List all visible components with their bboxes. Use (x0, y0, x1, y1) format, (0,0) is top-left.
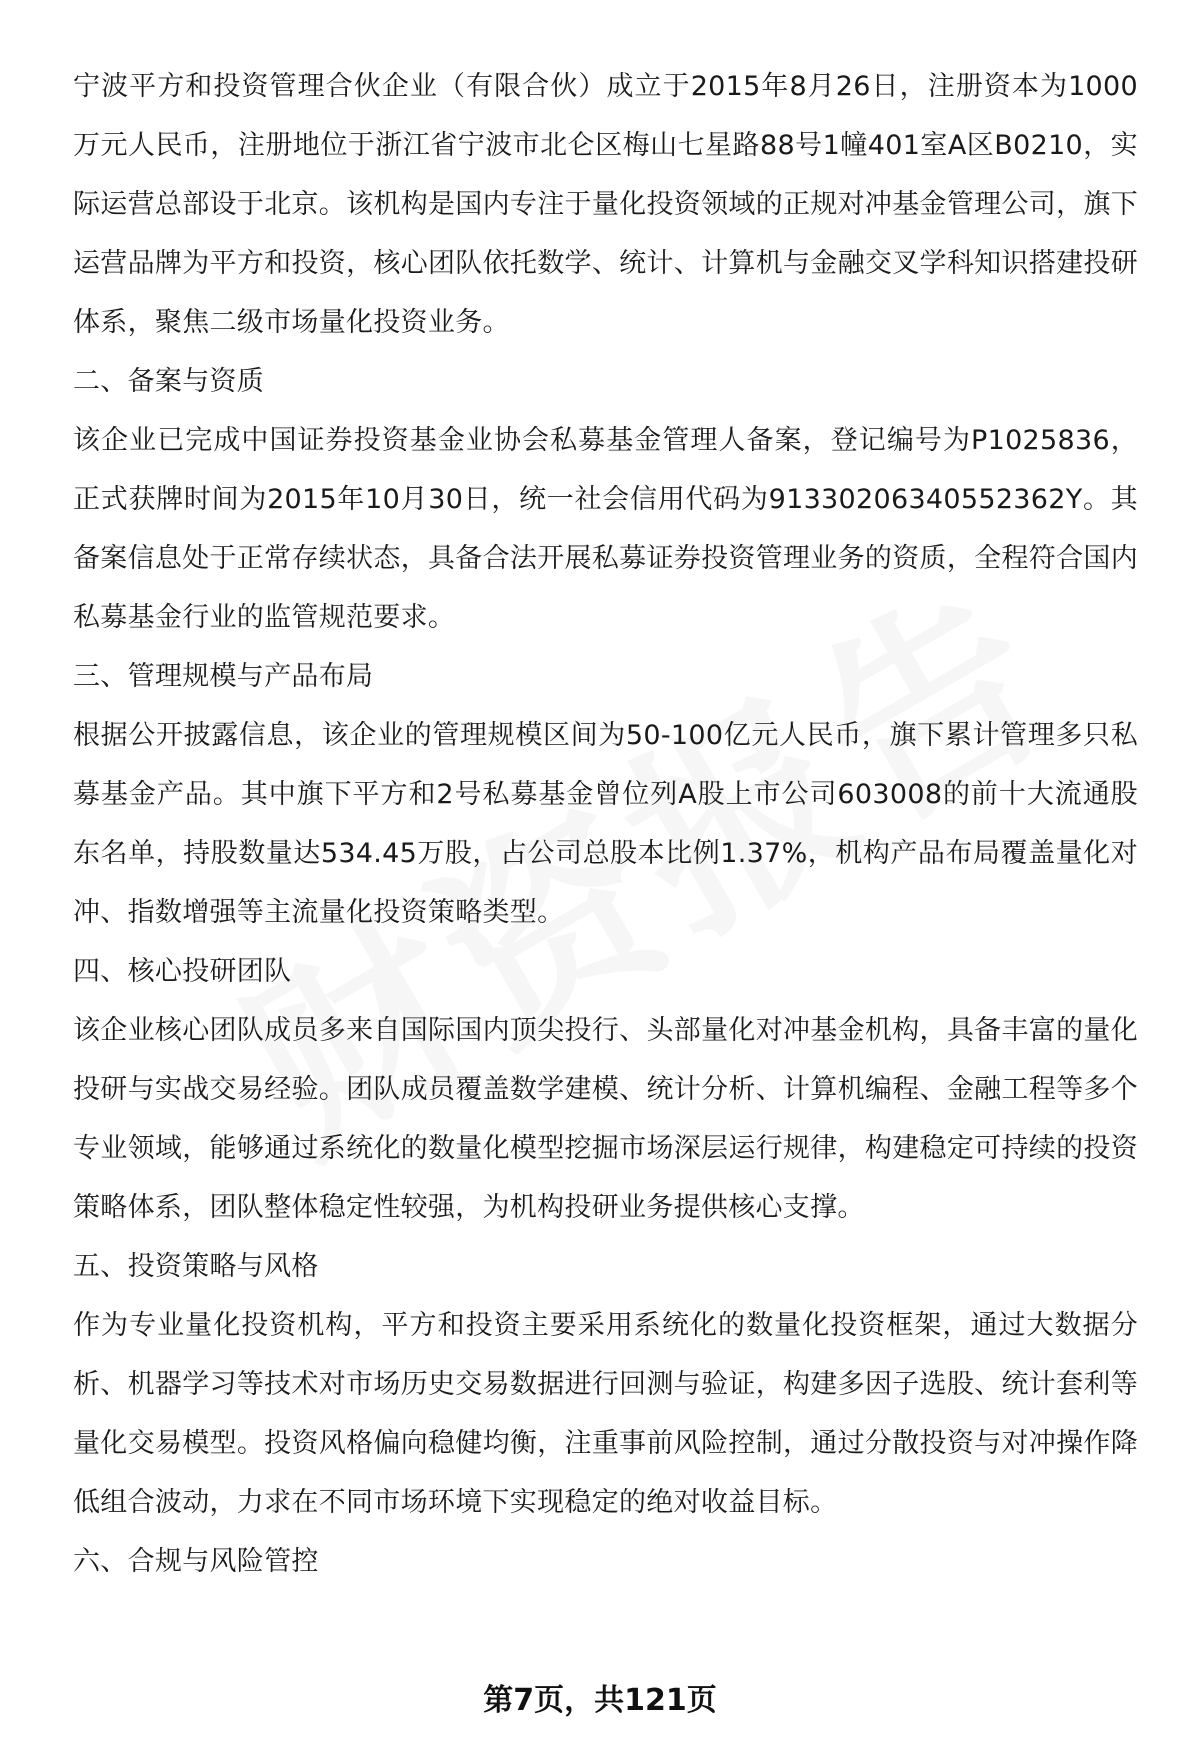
section-heading-team: 四、核心投研团队 (73, 956, 292, 987)
section-heading-compliance: 六、合规与风险管控 (73, 1546, 319, 1577)
section-paragraph-scale: 根据公开披露信息，该企业的管理规模区间为50-100亿元人民币，旗下累计管理多只私募基金产品。其中旗下平方和2号私募基金曾位列A股上市公司603008的前十大流通股东名单，持股数量达534.45万股，占公司总股本比例1.37%，机构产品布局覆盖量化对冲、指数增强等主流量化投资策略类型。 (73, 720, 1138, 928)
section-paragraph-filing: 该企业已完成中国证券投资基金业协会私募基金管理人备案，登记编号为P1025836，正式获牌时间为2015年10月30日，统一社会信用代码为91330206340552362Y。其备案信息处于正常存续状态，具备合法开展私募证券投资管理业务的资质，全程符合国内私募基金行业的监管规范要求。 (73, 425, 1138, 633)
intro-paragraph: 宁波平方和投资管理合伙企业（有限合伙）成立于2015年8月26日，注册资本为1000万元人民币，注册地位于浙江省宁波市北仑区梅山七星路88号1幢401室A区B0210，实际运营总部设于北京。该机构是国内专注于量化投资领域的正规对冲基金管理公司，旗下运营品牌为平方和投资，核心团队依托数学、统计、计算机与金融交叉学科知识搭建投研体系，聚焦二级市场量化投资业务。 (73, 71, 1138, 338)
section-heading-filing: 二、备案与资质 (73, 366, 265, 397)
document-body (73, 57, 1138, 1591)
section-paragraph-team: 该企业核心团队成员多来自国际国内顶尖投行、头部量化对冲基金机构，具备丰富的量化投研与实战交易经验。团队成员覆盖数学建模、统计分析、计算机编程、金融工程等多个专业领域，能够通过系统化的数量化模型挖掘市场深层运行规律，构建稳定可持续的投资策略体系，团队整体稳定性较强，为机构投研业务提供核心支撑。 (73, 1015, 1138, 1223)
section-paragraph-strategy: 作为专业量化投资机构，平方和投资主要采用系统化的数量化投资框架，通过大数据分析、机器学习等技术对市场历史交易数据进行回测与验证，构建多因子选股、统计套利等量化交易模型。投资风格偏向稳健均衡，注重事前风险控制，通过分散投资与对冲操作降低组合波动，力求在不同市场环境下实现稳定的绝对收益目标。 (73, 1310, 1138, 1518)
section-heading-scale: 三、管理规模与产品布局 (73, 661, 374, 692)
page-number: 第7页，共121页 (483, 1683, 717, 1718)
section-heading-strategy: 五、投资策略与风格 (73, 1251, 319, 1282)
